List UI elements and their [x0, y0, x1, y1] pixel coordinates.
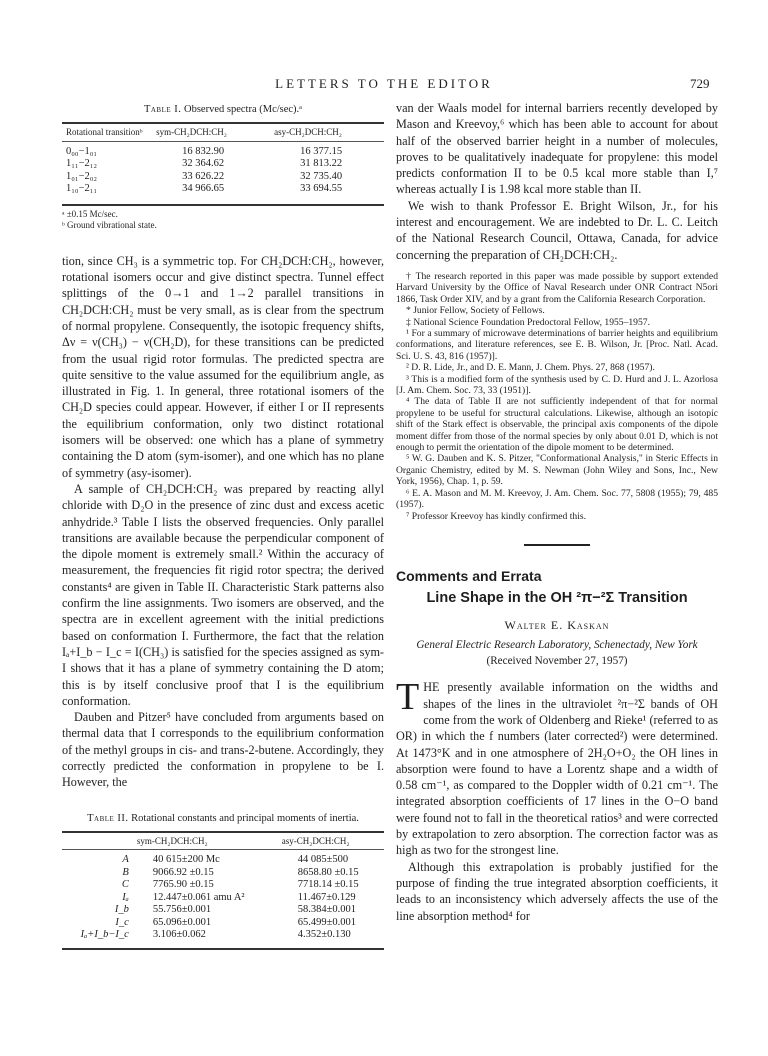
author: Walter E. Kaskan	[504, 617, 610, 632]
table-row: 1₁₁−2₁₂ 32 364.62 31 813.22	[66, 158, 343, 170]
section-title: Comments and Errata	[396, 567, 542, 584]
paragraph	[396, 676, 718, 858]
table-row: B 9066.92 ±0.15 8658.80 ±0.15	[122, 866, 359, 878]
paragraph: van der Waals model for internal barriers recently developed by Mason and Kreevoy,⁶ which has been able to account for about half of the observed barrier height in a number of molecules, proves to be qualitatively inadequate for propylene: this model predicts conformation II to be 0.5 kcal more stable than I,⁷ whereas actually I is 1.98 kcal more stable than II.	[396, 101, 718, 197]
table-row: Iₐ+I_b−I_c 3.106±0.062 4.352±0.130	[62, 929, 384, 949]
table1-note: ᵃ ±0.15 Mc/sec.	[62, 208, 118, 219]
footnote: ⁴ The data of Table II are not sufficiently independent of that for normal propylene to be useful for structural calculations. Likewise, although an isotopic shift of the Stark effect is observable, the principal axis components of the dipole moment differ from those of the normal species by only about 0.01 D, which is not enough to permit the orientation of the dipole moment to be determined.	[396, 396, 718, 454]
table2	[62, 831, 384, 950]
table2-caption: Table II. Rotational constants and principal moments of inertia.	[87, 812, 359, 824]
footnote: ² D. R. Lide, Jr., and D. E. Mann, J. Chem. Phys. 27, 868 (1957).	[406, 362, 655, 374]
drop-cap: T	[396, 676, 420, 719]
paragraph: Although this extrapolation is probably justified for the purpose of finding the true integrated absorption coefficients, it leads to an inconsistency which adversely affects the use of the line absorption method⁴ for	[396, 859, 718, 923]
table-row: 1₁₀−2₁₁ 34 966.65 33 694.55	[62, 183, 384, 205]
section-divider	[524, 544, 590, 546]
paragraph: A sample of CH₂DCH:CH₂ was prepared by reacting allyl chloride with D₂O in the presence of zinc dust and excess acetic anhydride.³ Table I lists the observed frequencies. Only parallel transitions are available because the perpendicular component of the dipole moment is extremely small.² Within the accuracy of measurement, the frequencies fit rigid rotor spectra; the derived constants⁴ are given in Table II. Characteristic Stark patterns also confirm the line assignments. Two isomers are observed, and the spectra are in excellent agreement with the initial predictions based on conformation I. Furthermore, the fact that the relation Iₐ+I_b − I_c = I(CH₃) is satisfied for the species assigned as sym-I shows that it has a plane of symmetry containing the D atom; this is by itself conclusive proof that I is the equilibrium conformation.	[62, 481, 384, 708]
paragraph-text: HE presently available information on the widths and shapes of the lines in the ultraviolet ²π−²Σ bands of OH come from the work of Oldenberg and Rieke¹ (referred to as OR) in which the f numbers (later corrected²) were determined. At 1473°K and in one atmosphere of 2H₂O+O₂ the OH lines in absorption were found to have a Lorentz shape and a width of 0.58 cm⁻¹, as compared to the Doppler width of 0.21 cm⁻¹. The integrated absorption coefficients of 17 lines in the O−O band were found not to fall in the theoretical ratios³ and were corrected by extrapolation to zero absorption. The correction factor was as high as two for the strongest line.	[396, 680, 718, 858]
paragraph: tion, since CH₃ is a symmetric top. For CH₂DCH:CH₂, however, rotational isomers occur and give distinct spectra. Tunnel effect splittings of the 0→1 and 1→2 parallel transitions in CH₂DCH:CH₂ must be very small, as is clear from the spectrum of normal propylene. Consequently, the isotopic frequency shifts, Δν = ν(CH₃) − ν(CH₂D), for these transitions can be predicted from the usual rigid rotor formulas. The predicted spectra are quite sensitive to the value assumed for the equilibrium angle, as illustrated in Fig. 1. In general, three rotational isomers of the CH₂D species could appear. However, if either I or II represents the equilibrium conformation, only two distinct rotational isomers will be observed: one which has a plane of symmetry containing the D atom (sym-isomer), and one which has no plane of symmetry (asy-isomer).	[62, 253, 384, 480]
table-row: Iₐ 12.447±0.061 amu A² 11.467±0.129	[122, 891, 356, 903]
table2-col-header: asy-CH₂DCH:CH₂	[281, 835, 350, 846]
footnote: † The research reported in this paper was made possible by support extended Harvard University by the Office of Naval Research under ONR Contract N5ori 1866, Task Order XIV, and by a grant from the California Research Corporation.	[396, 270, 718, 305]
table2-col-header	[62, 832, 133, 850]
affiliation: General Electric Research Laboratory, Schenectady, New York	[416, 638, 698, 651]
left-column	[62, 100, 384, 950]
table1-col-header: asy-CH₂DCH:CH₂	[274, 127, 342, 138]
table-row: 1₀₁−2₀₂ 33 626.22 32 735.40	[66, 170, 343, 182]
table-row: 0₀₀−1₀₁ 16 832.90 16 377.15	[66, 145, 343, 157]
paragraph: Dauben and Pitzer⁵ have concluded from arguments based on thermal data that I corresponds to the equilibrium conformation of the methyl groups in cis- and trans-2-butene. Accordingly, they correctly predicted the conformation in propylene to be I. However, the	[62, 710, 384, 790]
article-title: Line Shape in the OH ²π−²Σ Transition	[426, 590, 688, 607]
table1-caption: Table I. Observed spectra (Mc/sec).ᵃ	[143, 104, 303, 115]
footnote: ⁵ W. G. Dauben and K. S. Pitzer, "Conformational Analysis," in Steric Effects in Organic Chemistry, edited by M. S. Newman (John Wiley and Sons, Inc., New York, 1956), Chap. 1, p. 59.	[396, 453, 718, 488]
table1-col-header: Rotational transitionᵇ	[66, 127, 143, 138]
table-row: A 40 615±200 Mc 44 085±500	[122, 854, 349, 866]
footnote: ¹ For a summary of microwave determinations of barrier heights and equilibrium conformations, and literature references, see E. B. Wilson, Jr. [Proc. Natl. Acad. Sci. U. S. 43, 816 (1957)].	[396, 328, 718, 362]
table-row: I_c 65.096±0.001 65.499±0.001	[115, 916, 356, 928]
right-column	[396, 100, 718, 924]
running-head: LETTERS TO THE EDITOR	[275, 76, 493, 91]
table2-col-header: sym-CH₂DCH:CH₂	[136, 835, 208, 846]
paragraph: We wish to thank Professor E. Bright Wilson, Jr., for his interest and encouragement. We are indebted to Dr. L. C. Leitch of the National Research Council, Ottawa, Canada, for advice concerning the preparation of CH₂DCH:CH₂.	[396, 198, 718, 262]
footnote: ⁷ Professor Kreevoy has kindly confirmed this.	[406, 510, 586, 522]
table1	[62, 122, 384, 206]
table1-col-header: sym-CH₂DCH:CH₂	[156, 127, 227, 138]
footnote: * Junior Fellow, Society of Fellows.	[406, 305, 545, 317]
table1-note: ᵇ Ground vibrational state.	[62, 219, 157, 230]
footnote: ³ This is a modified form of the synthesis used by C. D. Hurd and J. L. Azorlosa [J. Am. Chem. Soc. 73, 33 (1951)].	[396, 373, 718, 397]
page-number: 729	[690, 76, 710, 91]
footnote: ‡ National Science Foundation Predoctoral Fellow, 1955–1957.	[406, 316, 650, 328]
received-date: (Received November 27, 1957)	[486, 655, 628, 668]
table-row: I_b 55.756±0.001 58.384±0.001	[114, 904, 356, 916]
table-row: C 7765.90 ±0.15 7718.14 ±0.15	[121, 879, 359, 891]
footnote: ⁶ E. A. Mason and M. M. Kreevoy, J. Am. Chem. Soc. 77, 5808 (1955); 79, 485 (1957).	[396, 487, 718, 511]
